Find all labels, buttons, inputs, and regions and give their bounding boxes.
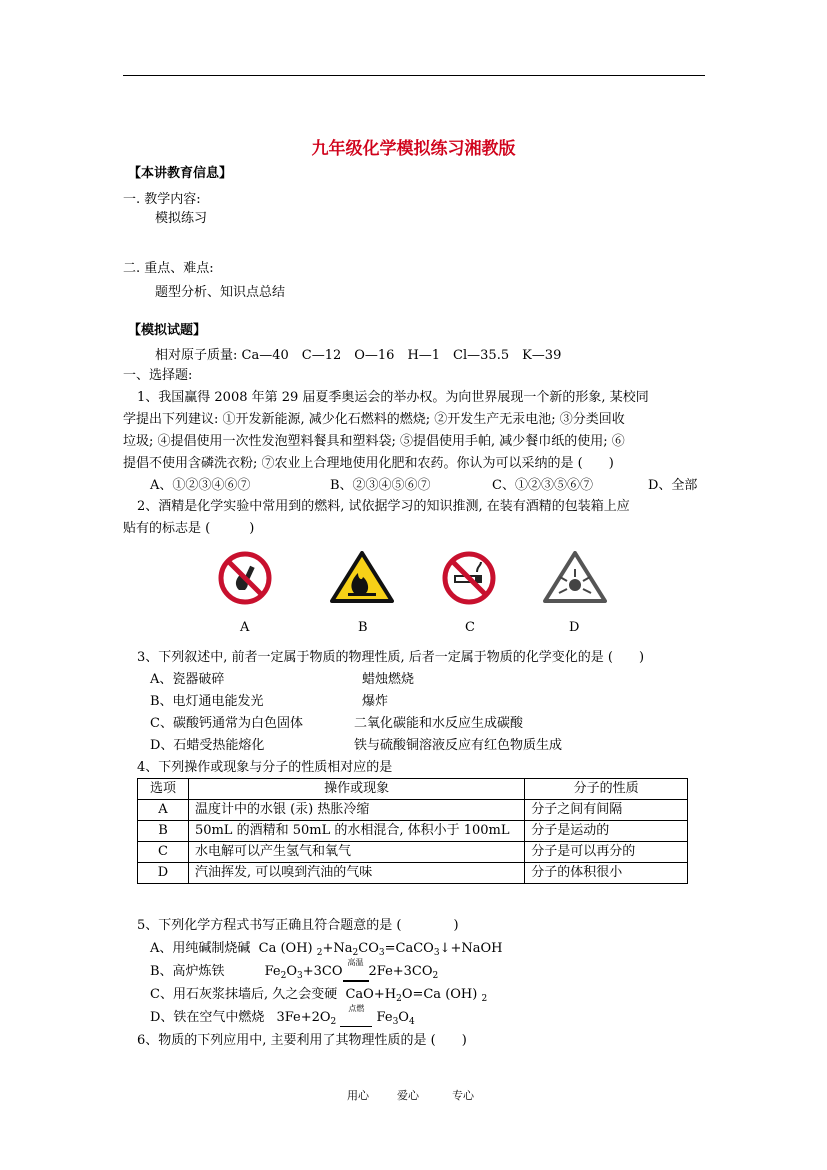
q1-line: 1、我国赢得 2008 年第 29 届夏季奥运会的举办权。为向世界展现一个新的形象, 某校同 (137, 390, 649, 405)
item-value-content: 模拟练习 (155, 211, 208, 226)
part-heading-choice: 一、选择题: (123, 368, 193, 383)
q3-option-d-b: 铁与硫酸铜溶液反应有红色物质生成 (354, 738, 563, 753)
table-header-row (138, 779, 688, 800)
row-option: C (138, 842, 189, 863)
table-row (138, 842, 688, 863)
item-label-content: 一. 教学内容: (123, 192, 201, 207)
q5-option-c: C、用石灰浆抹墙后, 久之会变硬 $CaO+H_2O=Ca$ (OH) $_2$ (150, 987, 488, 1004)
q5-option-a-label: A、用纯碱制烧碱 (150, 941, 251, 956)
row-property: 分子的体积很小 (525, 863, 688, 884)
item-label-keypoints: 二. 重点、难点: (123, 261, 214, 276)
q3-stem: 3、下列叙述中, 前者一定属于物质的物理性质, 后者一定属于物质的化学变化的是 ( ) (137, 650, 645, 665)
q1-option-d: D、全部 (648, 478, 698, 493)
no-smoking-icon (441, 550, 497, 610)
q5-stem: 5、下列化学方程式书写正确且符合题意的是 ( ) (137, 918, 459, 933)
row-property: 分子之间有间隔 (525, 800, 688, 821)
row-option: D (138, 863, 189, 884)
q1-line: 垃圾; ④提倡使用一次性发泡塑料餐具和塑料袋; ⑤提倡使用手帕, 减少餐巾纸的使用; ⑥ (123, 434, 625, 449)
header-operation: 操作或现象 (188, 779, 524, 800)
q5-condition-b: 高温 (347, 958, 364, 967)
header-option: 选项 (138, 779, 189, 800)
row-operation: 汽油挥发, 可以嗅到汽油的气味 (188, 863, 524, 884)
q5-option-d: D、铁在空气中燃烧 $3Fe+2O_2$ 点燃 $Fe_3O_4$ (150, 1010, 415, 1027)
row-option: B (138, 821, 189, 842)
row-property: 分子是可以再分的 (525, 842, 688, 863)
table-row (138, 863, 688, 884)
explosive-warning-icon (543, 551, 607, 607)
footer-text: 用心 (347, 1089, 369, 1102)
no-open-flame-icon (217, 550, 273, 610)
flammable-warning-icon (330, 551, 394, 607)
q2-line: 贴有的标志是 ( ) (123, 521, 255, 536)
header-rule (123, 75, 705, 76)
q1-line: 提倡不使用含磷洗衣粉; ⑦农业上合理地使用化肥和农药。你认为可以采纳的是 ( ) (123, 456, 614, 471)
q5-option-a: A、用纯碱制烧碱 Ca (OH) $_2+Na_2CO_3=CaCO_3↓+NaOH$ (150, 941, 503, 958)
q3-option-b: B、电灯通电能发光 (150, 694, 264, 709)
q5-option-b-label: B、高炉炼铁 (150, 964, 225, 979)
q5-condition-d: 点燃 (348, 1004, 365, 1013)
q3-option-d: D、石蜡受热能熔化 (150, 738, 265, 753)
molecule-property-table (137, 778, 688, 884)
footer-text: 爱心 (397, 1089, 419, 1102)
sign-label-a: A (240, 620, 250, 635)
q3-option-b-b: 爆炸 (362, 694, 389, 709)
row-option: A (138, 800, 189, 821)
q5-option-d-label: D、铁在空气中燃烧 (150, 1010, 265, 1025)
atomic-masses: 相对原子质量: Ca—40 C—12 O—16 H—1 Cl—35.5 K—39 (155, 348, 562, 363)
q1-option-a: A、①②③④⑥⑦ (150, 478, 251, 493)
row-operation: 水电解可以产生氢气和氧气 (188, 842, 524, 863)
q2-line: 2、酒精是化学实验中常用到的燃料, 试依据学习的知识推测, 在装有酒精的包装箱上应 (137, 499, 630, 514)
section-heading-info: 【本讲教育信息】 (128, 166, 233, 181)
row-operation: 50mL 的酒精和 50mL 的水相混合, 体积小于 100mL (188, 821, 524, 842)
header-property: 分子的性质 (525, 779, 688, 800)
row-operation: 温度计中的水银 (汞) 热胀冷缩 (188, 800, 524, 821)
q5-option-c-label: C、用石灰浆抹墙后, 久之会变硬 (150, 987, 338, 1002)
page-title: 九年级化学模拟练习湘教版 (311, 139, 516, 159)
section-heading-test: 【模拟试题】 (128, 323, 207, 338)
q3-option-a: A、瓷器破碎 (150, 672, 225, 687)
sign-label-d: D (569, 620, 580, 635)
table-row (138, 821, 688, 842)
q1-option-c: C、①②③⑤⑥⑦ (492, 478, 593, 493)
q4-stem: 4、下列操作或现象与分子的性质相对应的是 (137, 760, 393, 775)
q3-option-a-b: 蜡烛燃烧 (362, 672, 415, 687)
row-property: 分子是运动的 (525, 821, 688, 842)
q5-option-b: B、高炉炼铁 $Fe_2O_3+3CO$ 高温 $2Fe+3CO_2$ (150, 964, 438, 982)
q1-option-b: B、②③④⑤⑥⑦ (330, 478, 431, 493)
q3-option-c-b: 二氧化碳能和水反应生成碳酸 (354, 716, 524, 731)
table-row (138, 800, 688, 821)
sign-label-c: C (465, 620, 475, 635)
q6-stem: 6、物质的下列应用中, 主要利用了其物理性质的是 ( ) (137, 1033, 467, 1048)
q3-option-c: C、碳酸钙通常为白色固体 (150, 716, 303, 731)
item-value-keypoints: 题型分析、知识点总结 (155, 285, 286, 300)
sign-label-b: B (358, 620, 368, 635)
q1-line: 学提出下列建议: ①开发新能源, 减少化石燃料的燃烧; ②开发生产无汞电池; ③分类回收 (123, 412, 625, 427)
footer-text: 专心 (452, 1089, 474, 1102)
